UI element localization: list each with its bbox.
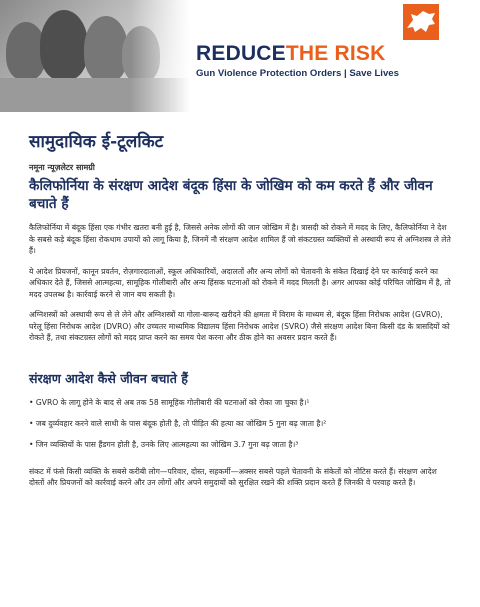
logo-reduce: REDUCE bbox=[196, 42, 286, 65]
logo-therisk: THE RISK bbox=[285, 42, 386, 65]
logo-title bbox=[196, 42, 399, 66]
sample-label: नमूना न्यूज़लेटर सामग्री bbox=[29, 163, 95, 172]
toolkit-title: सामुदायिक ई-टूलकिट bbox=[29, 132, 164, 152]
document-body bbox=[29, 130, 454, 496]
section-title: संरक्षण आदेश कैसे जीवन बचाते हैं bbox=[29, 370, 188, 386]
paragraph: कैलिफोर्निया में बंदूक हिंसा एक गंभीर खतरा बनी हुई है, जिससे अनेक लोगों की जान जोखिम में है। त्रासदी को रोकने में मदद के लिए, कैलिफोर्निया ने देश के सबसे कड़े बंदूक हिंसा रोकथाम उपायों को लागू किया है, जिनमें नौ संरक्षण आदेश शामिल हैं जो संकटग्रस्त व्यक्तियों से अस्थायी रूप से अग्निशस्त्र ले लेते हैं। bbox=[29, 223, 451, 255]
bullet-item: • जब दुर्व्यवहार करने वाले साथी के पास बंदूक होती है, तो पीड़ित की हत्या का जोखिम 5 गुना बढ़ जाता है।² bbox=[29, 418, 327, 428]
header-banner bbox=[0, 0, 480, 112]
paragraph: अग्निशस्त्रों को अस्थायी रूप से ले लेने और अग्निशस्त्रों या गोला-बारूद खरीदने की क्षमता में विराम के माध्यम से, बंदूक हिंसा निरोधक आदेश (GVRO), घरेलू हिंसा निरोधक आदेश (DVRO) और उच्चतर माध्यमिक विद्यालय हिंसा निरोधक आदेश (SVRO) जैसे संरक्षण आदेश बिना किसी दंड के त्रासदियों को रोकते हैं, तथा संकटग्रस्त लोगों को मदद प्राप्त करने का समय पेश करना और ठीक होने का अवसर प्रदान करते हैं। bbox=[29, 310, 450, 342]
article-headline: कैलिफोर्निया के संरक्षण आदेश बंदूक हिंसा के जोखिम को कम करते हैं और जीवन बचाते हैं bbox=[29, 178, 433, 212]
closing-paragraph: संकट में फंसे किसी व्यक्ति के सबसे करीबी लोग—परिवार, दोस्त, सहकर्मी—अक्सर सबसे पहले चेतावनी के संकेतों को नोटिस करते हैं। संरक्षण आदेश दोस्तों और प्रियजनों को कार्रवाई करने और उन लोगों और अपने समुदायों को सुरक्षित रखने की शक्ति प्रदान करते हैं जिनकी वे परवाह करते हैं। bbox=[29, 466, 437, 487]
paragraph: ये आदेश प्रियजनों, कानून प्रवर्तन, रोज़गारदाताओं, स्कूल अधिकारियों, अदालतों और अन्य लोगों को चेतावनी के संकेत दिखाई देने पर कार्रवाई करने का अधिकार देते हैं, जिससे आत्महत्या, सामूहिक गोलीबारी और अन्य हिंसक घटनाओं को रोकने में मदद मिलती है। अगर आपका कोई परिचित जोखिम में है, तो मदद उपलब्ध है। कार्रवाई करने से जान बच सकती है। bbox=[29, 266, 451, 299]
reduce-the-risk-logo bbox=[196, 42, 399, 79]
bullet-item: • जिन व्यक्तियों के पास हैंडगन होती है, उनके लिए आत्महत्या का जोखिम 3.7 गुना बढ़ जाता है।³ bbox=[29, 439, 299, 449]
lion-icon bbox=[405, 8, 437, 36]
community-photo bbox=[0, 0, 190, 112]
logo-subtitle: Gun Violence Protection Orders | Save Lives bbox=[196, 68, 399, 79]
bullet-item: • GVRO के लागू होने के बाद से अब तक 58 सामूहिक गोलीबारी की घटनाओं को रोका जा चुका है।¹ bbox=[29, 397, 310, 407]
lion-logo-box bbox=[403, 4, 439, 40]
